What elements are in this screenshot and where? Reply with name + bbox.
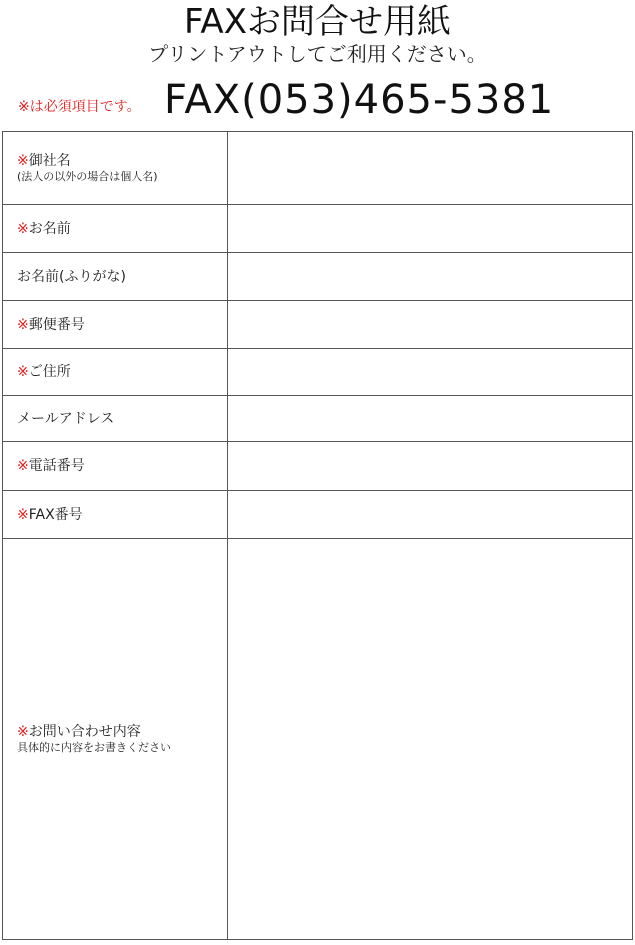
required-mark: ※ [17, 506, 29, 523]
field-label-text: FAX番号 [28, 506, 83, 523]
field-label-text: 電話番号 [28, 458, 85, 474]
field-label-text: 御社名 [28, 153, 71, 169]
phone-input-field[interactable] [228, 442, 633, 491]
form-row-postal-code [3, 301, 633, 349]
name-input-field[interactable] [228, 205, 633, 253]
field-label-text: お名前(ふりがな) [17, 268, 126, 285]
form-row-name [3, 205, 633, 253]
field-label-phone [3, 442, 228, 491]
field-label-text: メールアドレス [17, 410, 115, 427]
required-note: ※は必須項目です。 [18, 99, 141, 115]
field-label-fax [3, 491, 228, 539]
name-kana-input-field[interactable] [228, 253, 633, 301]
field-label-name-kana [3, 253, 228, 301]
field-note: 具体的に内容をお書きください [17, 741, 171, 754]
field-label-text: 郵便番号 [28, 316, 85, 333]
inquiry-form-table [2, 131, 633, 940]
page-subtitle: プリントアウトしてご利用ください。 [148, 42, 487, 66]
email-input-field[interactable] [228, 396, 633, 442]
fax-number: FAX(053)465-5381 [164, 77, 555, 123]
field-label-email [3, 396, 228, 442]
form-row-fax [3, 491, 633, 539]
field-label-company [3, 132, 228, 205]
required-mark: ※ [17, 364, 29, 380]
field-label-inquiry [3, 539, 228, 940]
page-title: FAXお問合せ用紙 [184, 2, 451, 42]
form-row-email [3, 396, 633, 442]
required-mark: ※ [17, 316, 29, 333]
required-mark: ※ [17, 458, 29, 474]
form-row-inquiry [3, 539, 633, 940]
field-label-text: お名前 [28, 220, 71, 237]
required-mark: ※ [17, 153, 29, 169]
field-label-text: お問い合わせ内容 [28, 724, 141, 740]
field-note: (法人の以外の場合は個人名) [17, 170, 158, 183]
form-row-address [3, 349, 633, 396]
required-mark: ※ [17, 724, 29, 740]
form-row-phone [3, 442, 633, 491]
field-label-text: ご住所 [28, 364, 71, 380]
company-input-field[interactable] [228, 132, 633, 205]
form-row-name-kana [3, 253, 633, 301]
postal-code-input-field[interactable] [228, 301, 633, 349]
required-mark: ※ [17, 220, 29, 237]
inquiry-textarea-field[interactable] [228, 539, 633, 940]
form-row-company [3, 132, 633, 205]
field-label-name [3, 205, 228, 253]
fax-input-field[interactable] [228, 491, 633, 539]
address-input-field[interactable] [228, 349, 633, 396]
field-label-address [3, 349, 228, 396]
field-label-postal-code [3, 301, 228, 349]
